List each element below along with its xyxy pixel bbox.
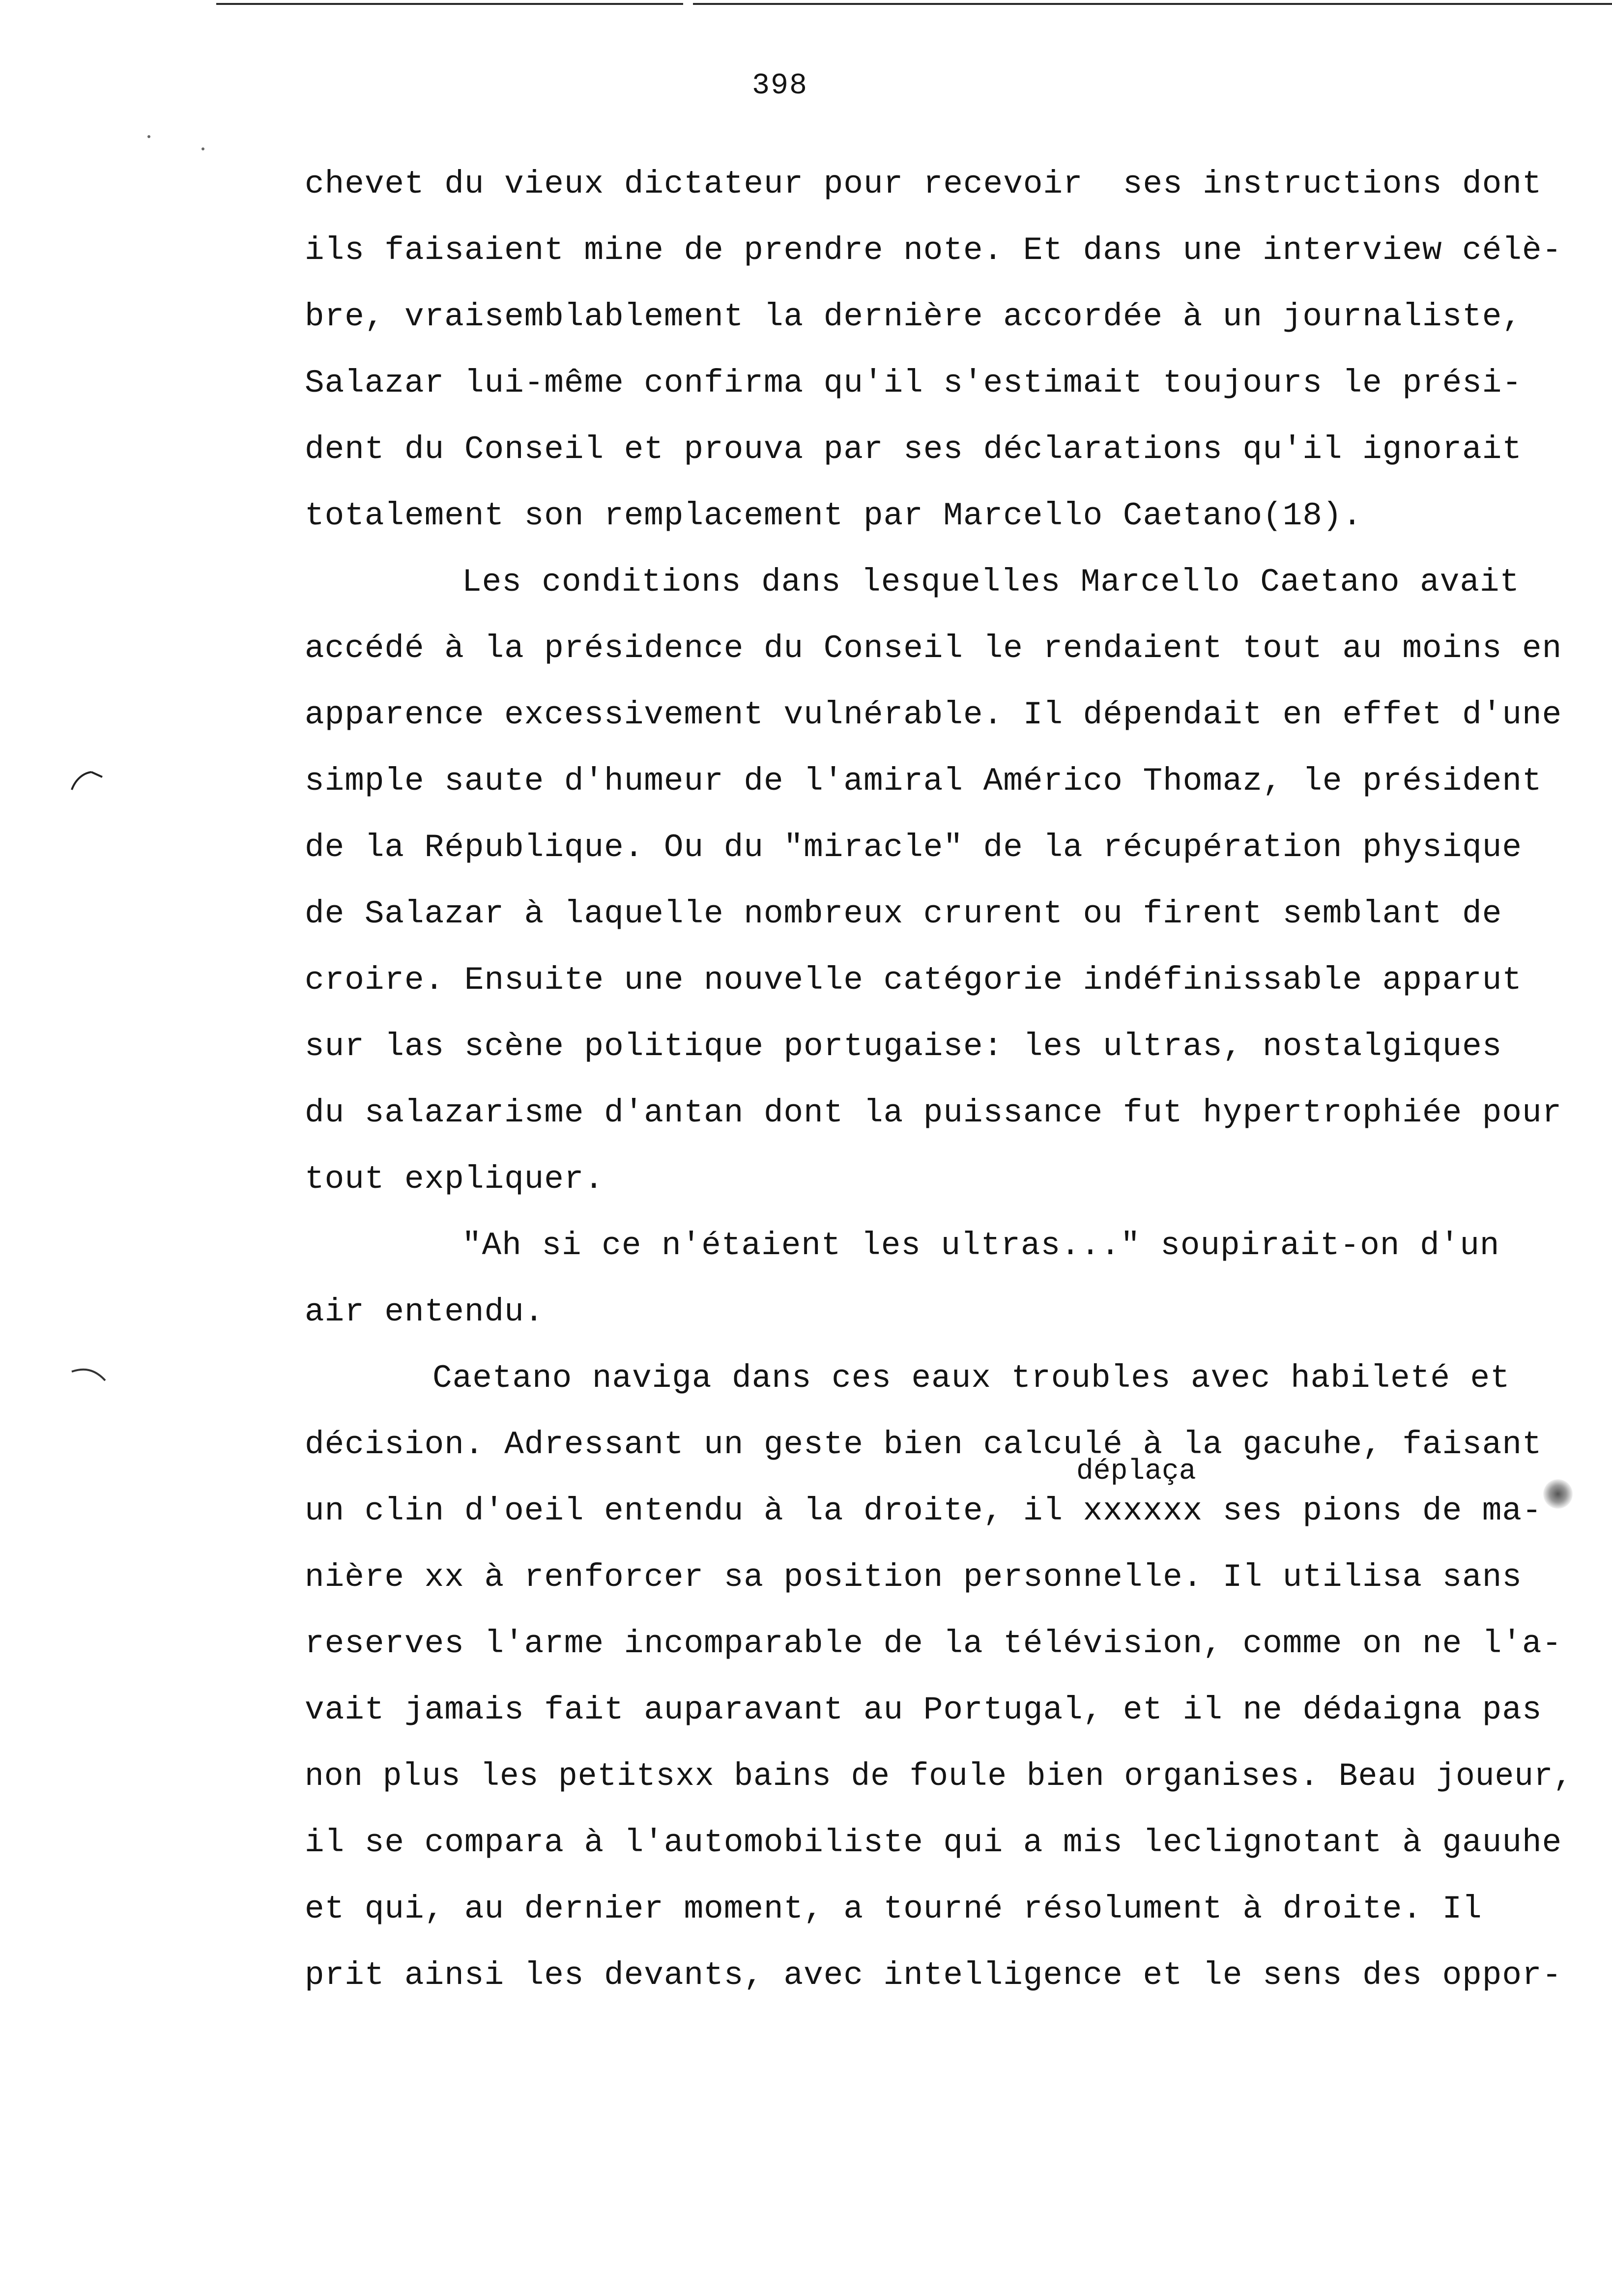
top-border-line: [693, 3, 1612, 5]
text-line: et qui, au dernier moment, a tourné résolument à droite. Il: [305, 1891, 1482, 1927]
text-line: bre, vraisemblablement la dernière accordée à un journaliste,: [305, 298, 1522, 335]
text-line: Salazar lui-même confirma qu'il s'estimait toujours le prési-: [305, 365, 1522, 402]
text-line: de Salazar à laquelle nombreux crurent ou firent semblant de: [305, 895, 1502, 932]
text-line: accédé à la présidence du Conseil le rendaient tout au moins en: [305, 630, 1562, 667]
text-line: air entendu.: [305, 1293, 545, 1330]
text-line: un clin d'oeil entendu à la droite, il xxxxxx ses pions de ma-: [305, 1492, 1542, 1529]
margin-bracket-mark: [69, 764, 108, 794]
text-line: tout expliquer.: [305, 1161, 604, 1198]
paragraph-first-line: Caetano naviga dans ces eaux troubles avec habileté et: [432, 1360, 1510, 1397]
interlinear-correction: déplaça: [1076, 1456, 1196, 1488]
margin-speck: [202, 147, 204, 150]
text-line: il se compara à l'automobiliste qui a mis leclignotant à gauuhe: [305, 1824, 1562, 1861]
text-line: nière xx à renforcer sa position personnelle. Il utilisa sans: [305, 1559, 1522, 1596]
text-line: croire. Ensuite une nouvelle catégorie indéfinissable apparut: [305, 962, 1522, 999]
paragraph-first-line: Les conditions dans lesquelles Marcello Caetano avait: [462, 564, 1520, 601]
top-border-line: [216, 3, 683, 5]
text-line: chevet du vieux dictateur pour recevoir ses instructions dont: [305, 166, 1542, 202]
text-line: dent du Conseil et prouva par ses déclarations qu'il ignorait: [305, 431, 1522, 468]
text-line: simple saute d'humeur de l'amiral Américo Thomaz, le président: [305, 763, 1542, 800]
text-line: non plus les petitsxx bains de foule bien organises. Beau joueur,: [305, 1758, 1573, 1795]
text-line: ils faisaient mine de prendre note. Et dans une interview célè-: [305, 232, 1562, 269]
text-line: reserves l'arme incomparable de la télévision, comme on ne l'a-: [305, 1625, 1562, 1662]
text-line: apparence excessivement vulnérable. Il dépendait en effet d'une: [305, 696, 1562, 733]
margin-speck: [147, 135, 150, 138]
quote-line: "Ah si ce n'étaient les ultras..." soupirait-on d'un: [462, 1227, 1500, 1264]
text-line: prit ainsi les devants, avec intelligence et le sens des oppor-: [305, 1957, 1562, 1994]
text-line: décision. Adressant un geste bien calculé à la gacuhe, faisant: [305, 1426, 1542, 1463]
text-line: sur las scène politique portugaise: les ultras, nostalgiques: [305, 1028, 1502, 1065]
text-line: de la République. Ou du "miracle" de la récupération physique: [305, 829, 1522, 866]
page-number: 398: [752, 69, 808, 103]
text-line: totalement son remplacement par Marcello Caetano(18).: [305, 497, 1363, 534]
ink-smudge: [1543, 1479, 1573, 1509]
text-line: vait jamais fait auparavant au Portugal, et il ne dédaigna pas: [305, 1692, 1542, 1728]
text-line: du salazarisme d'antan dont la puissance fut hypertrophiée pour: [305, 1094, 1562, 1131]
margin-dash-mark: [69, 1364, 113, 1388]
